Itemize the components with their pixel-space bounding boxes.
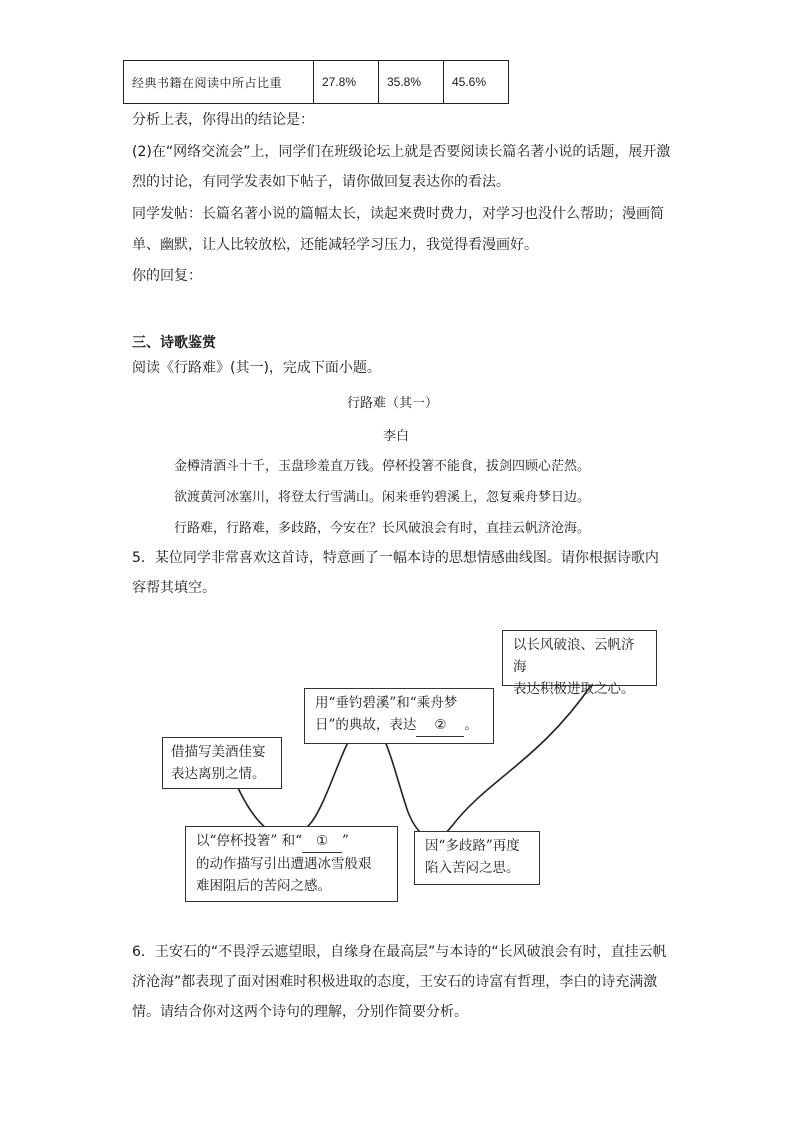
box-5-line-2: 表达积极进取之心。 xyxy=(513,681,635,697)
q6-line-3: 情。请结合你对这两个诗句的理解，分别作简要分析。 xyxy=(132,1004,468,1020)
section-heading: 三、诗歌鉴赏 xyxy=(132,335,216,351)
box-4-line-2: 陷入苦闷之思。 xyxy=(425,860,520,876)
diagram-box-2 xyxy=(185,826,398,902)
box-3-end: 。 xyxy=(464,717,478,733)
diagram-box-4 xyxy=(414,831,540,885)
reading-instruction: 阅读《行路难》(其一)，完成下面小题。 xyxy=(132,360,381,376)
q6-line-2: 济沧海”都表现了面对困难时积极进取的态度，王安石的诗富有哲理，李白的诗充满激 xyxy=(132,974,658,990)
box-4-line-1: 因“多歧路”再度 xyxy=(425,838,520,854)
table-cell-value-3: 45.6% xyxy=(444,61,509,104)
q6-line-1: 6．王安石的“不畏浮云遮望眼，自缘身在最高层”与本诗的“长风破浪会有时，直挂云帆 xyxy=(132,944,667,960)
diagram-box-5 xyxy=(502,630,657,697)
q5-line-2: 容帮其填空。 xyxy=(132,580,216,596)
q2-line-2: 烈的讨论，有同学发表如下帖子，请你做回复表达你的看法。 xyxy=(132,174,510,190)
poem-line-3: 行路难，行路难，多歧路，今安在？长风破浪会有时，直挂云帆济沧海。 xyxy=(174,521,591,536)
box-3-line-2 xyxy=(315,714,483,737)
blank-2[interactable]: ② xyxy=(416,714,464,737)
table-cell-label: 经典书籍在阅读中所占比重 xyxy=(124,61,314,104)
box-2-line-3: 难困阻后的苦闷之感。 xyxy=(196,878,331,894)
poem-author: 李白 xyxy=(383,429,410,444)
blank-1[interactable]: ① xyxy=(302,830,342,853)
diagram-box-1 xyxy=(162,737,282,789)
q5-line-1: 5．某位同学非常喜欢这首诗，特意画了一幅本诗的思想情感曲线图。请你根据诗歌内 xyxy=(132,550,659,566)
poem-line-2: 欲渡黄河冰塞川，将登太行雪满山。闲来垂钓碧溪上，忽复乘舟梦日边。 xyxy=(174,490,591,505)
box-2-text: 以“停杯投箸” 和“ xyxy=(196,833,302,849)
box-3-text: 日”的典故，表达 xyxy=(315,717,417,733)
post-line-1: 同学发帖：长篇名著小说的篇幅太长，读起来费时费力，对学习也没什么帮助；漫画简 xyxy=(132,206,664,222)
box-3-line-1: 用“垂钓碧溪”和“乘舟梦 xyxy=(315,695,458,711)
box-5-line-1: 以长风破浪、云帆济海 xyxy=(513,637,635,675)
diagram-box-3 xyxy=(304,688,494,744)
table-cell-value-1: 27.8% xyxy=(314,61,379,104)
table-cell-value-2: 35.8% xyxy=(379,61,444,104)
box-2-line-2: 的动作描写引出遭遇冰雪般艰 xyxy=(196,856,372,872)
box-2-line-1 xyxy=(196,830,387,853)
box-1-line-1: 借描写美酒佳宴 xyxy=(171,744,266,760)
box-2-quote: ” xyxy=(342,833,349,849)
poem-title: 行路难（其一） xyxy=(347,396,439,411)
reply-prompt: 你的回复： xyxy=(132,268,202,284)
analysis-prompt: 分析上表，你得出的结论是： xyxy=(132,112,314,128)
poem-line-1: 金樽清酒斗十千，玉盘珍羞直万钱。停杯投箸不能食，拔剑四顾心茫然。 xyxy=(174,459,591,474)
box-1-line-2: 表达离别之情。 xyxy=(171,766,266,782)
post-line-2: 单、幽默，让人比较放松，还能减轻学习压力，我觉得看漫画好。 xyxy=(132,237,538,253)
q2-line-1: (2)在“网络交流会”上，同学们在班级论坛上就是否要阅读长篇名著小说的话题，展开激 xyxy=(132,144,671,160)
